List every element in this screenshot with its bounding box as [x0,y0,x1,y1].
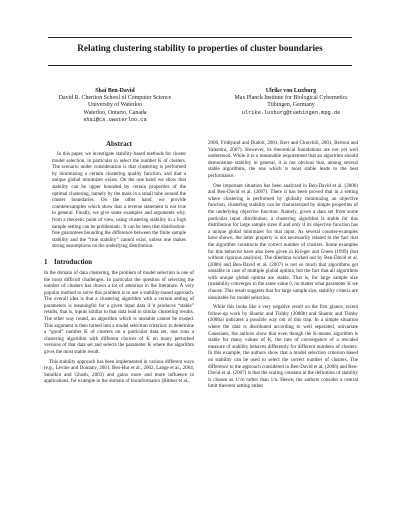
author-affiliation: Tübingen, Germany [267,102,315,109]
title-rule-bottom [48,65,352,66]
body-paragraph: In the domain of data clustering, the problem of model selection is one of the most difficult challenges. In particular the question of selecting the number of clusters has drawn a lot of attention in the literature. A very popular method to solve this problem is to use a stability-based approach. The overall idea is that a clustering algorithm with a certain setting of parameters is meaningful for a given input data if it produces “stable” results, that is, inputs similar to that data lead to similar clustering results. The other way round, an algorithm which is unstable cannot be trusted. This argument is then turned into a model selection criterion: to determine a “good” number K of clusters on a particular data set, one runs a clustering algorithm with different choices of K on many perturbed versions of that data set and selects the parameter K where the algorithm gives the most stable result. [44,269,195,356]
abstract-text: In this paper, we investigate stability-based methods for cluster model selection, in particular to select the number K of clusters. The scenario under consideration is that clustering is performed by minimizing a certain clustering quality function, and that a unique global minimizer exists. On the one hand we show that stability can be upper bounded by certain properties of the optimal clustering, namely by the mass in a small tube around the cluster boundaries. On the other hand, we provide counterexamples which show that a reverse statement is not true in general. Finally, we give some examples and arguments why, from a theoretic point of view, using clustering stability in a high sample setting can be problematic. It can be seen that distribution-free guarantees bounding the difference between the finite sample stability and the “true stability” cannot exist, unless one makes strong assumptions on the underlying distribution. [52,151,186,250]
body-paragraph: 2000, Fridlyand and Dudoit, 2001, Kerr and Churchill, 2001, Bertoni and Valentini, 2007). However, its theoretical foundations are not yet well understood. While it is a reasonable requirement that an algorithm should demonstrate stability in general, it is not obvious that, among several stable algorithms, the one which is most stable leads to the best performance. [208,140,358,179]
abstract-body [44,151,194,250]
author-affiliation: Max Planck Institute for Biological Cybernetics [234,95,348,102]
author-email: ulrike.luxburg@tuebingen.mpg.de [241,109,341,116]
author-affiliation: Waterloo, Ontario, Canada [83,109,147,116]
section-title: Introduction [54,257,92,266]
body-paragraph: One important situation has been analyzed in Ben-David et al. (2006) and Ben-David et al. (2007). There it has been proved that in a setting where clustering is performed by globally minimizing an objective function, clustering stability can be characterized by simple properties of the underlying objective function. Namely, given a data set from some particular input distribution, a clustering algorithm is stable for this distribution for large sample sizes if and only if its objective function has a unique global minimizer for that input. As several counter-examples have shown, the latter property is not necessarily related to the fact that the algorithm constructs the correct number of clusters. Some examples for this behavior have also been given in Krieger and Green (1999) (but without rigorous analysis). The dilemma worked out by Ben-David et al. (2006) and Ben-David et al. (2007) is not so much that algorithms get unstable in case of multiple global optima, but the fact that all algorithms with unique global optima are stable. That is, for large sample size (instability converges to the same value 0, no matter what parameter K we choose. This result suggests that for large sample size, stability criteria are unsuitable for model selection. [208,182,359,301]
author-email: shai@cs.uwaterloo.ca [83,116,147,123]
author-affiliation: University of Waterloo [87,102,143,109]
title-rule-top [48,37,352,38]
author-name: Ulrike von Luxburg [265,88,317,94]
author-name: Shai Ben-David [95,88,135,94]
author-affiliation: David R. Cheriton School of Computer Science [58,95,172,102]
author-block-1 [30,88,200,124]
section-number: 1 [44,257,48,266]
section-heading [44,258,194,267]
right-column [208,140,358,393]
abstract-heading: Abstract [105,140,133,148]
author-block-2 [206,88,376,117]
body-paragraph: While this looks like a very negative result on the first glance, recent follow-up work by Shamir and Tishby (2008b) and Shamir and Tishby (2008a) indicates a possible way out of this trap. In a simple situation where the data is distributed according to well separated, univariate Gaussians, the authors show that even though the K-means algorithm is stable for many values of K, the rate of convergence of a rescaled measure of stability behaves differently for different numbers of clusters. In this example, the authors show that a model selection criterion based on stability can be used to select the correct number of clusters. The difference to the approach considered in Ben-David et al. (2006) and Ben-David et al. (2007) is that the scaling constant in the definition of stability is chosen as 1/√n rather than 1/n. Hence, the authors consider a central limit theorem setting rather [208,304,358,390]
left-column [44,140,194,388]
paper-title: Relating clustering stability to properties of cluster boundaries [77,43,323,53]
body-paragraph: This stability approach has been implemented in various different ways (e.g., Levine and Domany, 2001, Ben-Hur et al., 2002, Lange et al., 2004, Smolkin and Ghosh, 2003) and gains more and more influence in applications, for example in the domain of bioinformatics (Bittner et al., [44,358,194,385]
